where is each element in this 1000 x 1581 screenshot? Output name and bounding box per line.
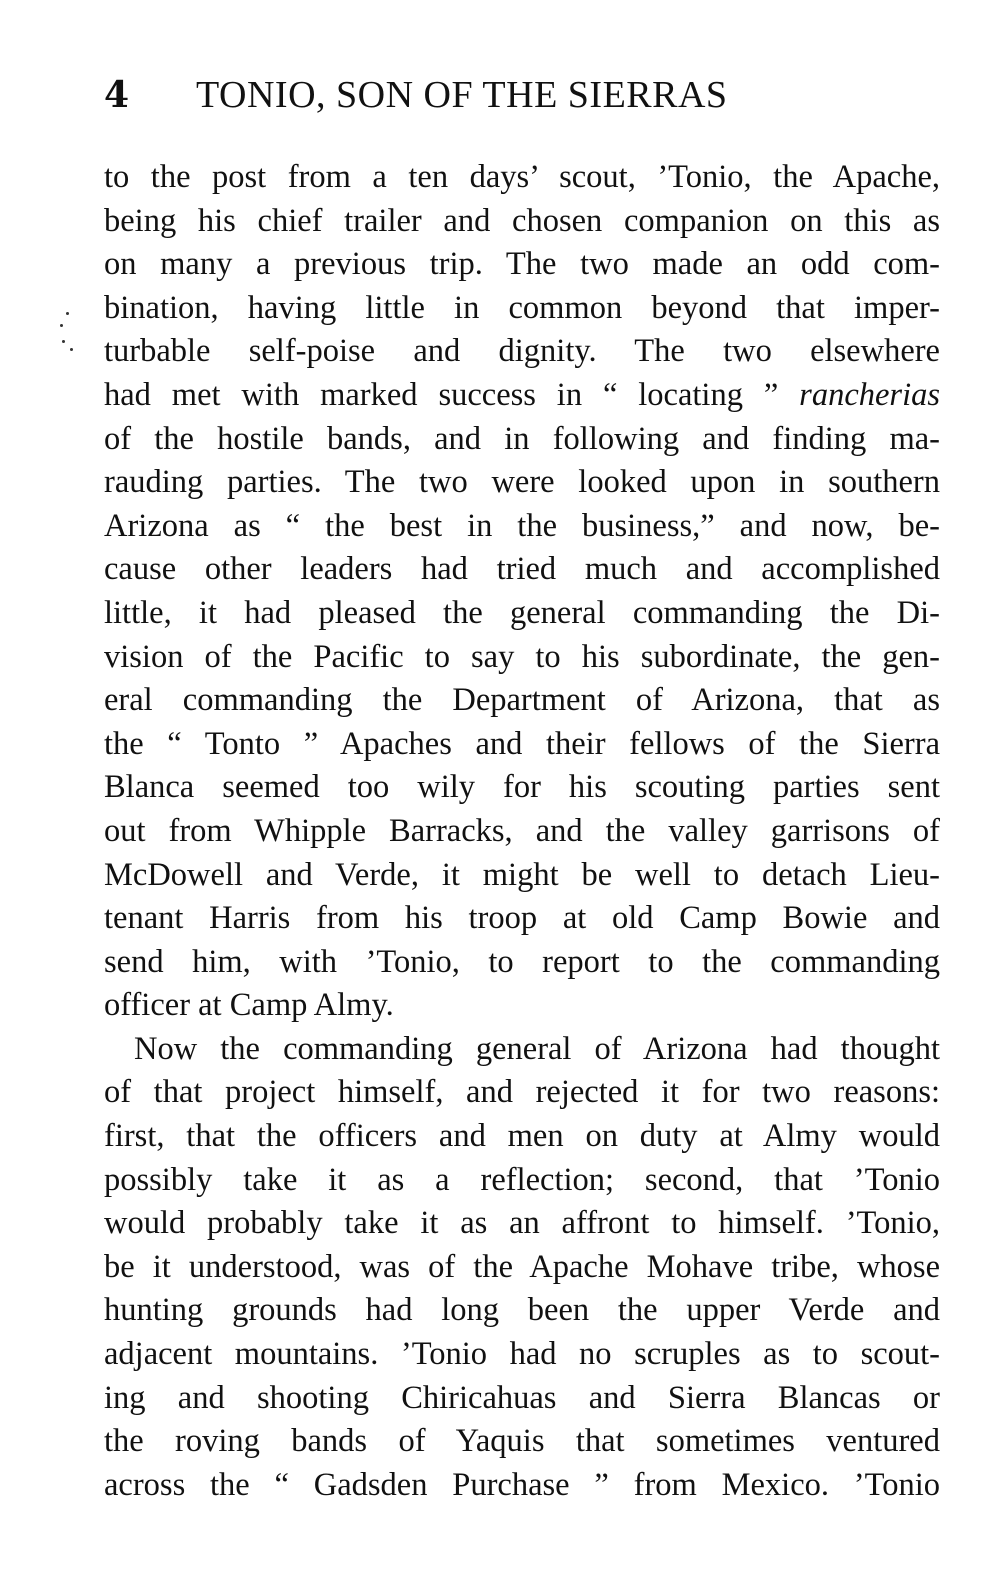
- print-speck: [60, 324, 63, 327]
- running-head: [104, 70, 944, 120]
- line-text: McDowell and Verde, it might be well to detach Lieu-: [104, 856, 940, 893]
- line-text: being his chief trailer and chosen companion on this as: [104, 202, 940, 239]
- text-line: [104, 941, 940, 985]
- text-line: [104, 636, 940, 680]
- line-text: turbable self-poise and dignity. The two elsewhere: [104, 333, 940, 370]
- body-text: [104, 156, 940, 1507]
- text-line: [104, 984, 940, 1028]
- line-text: ing and shooting Chiricahuas and Sierra Blancas or: [104, 1379, 940, 1416]
- text-line: [104, 287, 940, 331]
- text-line: [104, 1289, 940, 1333]
- text-line: [104, 1202, 940, 1246]
- text-line: [104, 548, 940, 592]
- page-number: 4: [104, 74, 130, 116]
- line-text: had met with marked success in “ locating ”: [104, 376, 800, 413]
- line-text: vision of the Pacific to say to his subordinate, the gen-: [104, 638, 940, 675]
- line-text: bination, having little in common beyond that imper-: [104, 289, 940, 326]
- line-text: of the hostile bands, and in following and finding ma-: [104, 420, 940, 457]
- italic-word: rancherias: [799, 376, 940, 413]
- line-text: possibly take it as a reflection; second, that ’Tonio: [104, 1161, 940, 1198]
- line-text: officer at Camp Almy.: [104, 987, 394, 1024]
- text-line: [104, 897, 940, 941]
- line-text: rauding parties. The two were looked upon in southern: [104, 464, 940, 501]
- text-line: [104, 1420, 940, 1464]
- line-text: Now the commanding general of Arizona had thought: [134, 1030, 940, 1067]
- line-text: cause other leaders had tried much and accomplished: [104, 551, 940, 588]
- text-line: [104, 1071, 940, 1115]
- running-title: TONIO, SON OF THE SIERRAS: [196, 74, 728, 116]
- text-line: [104, 156, 940, 200]
- text-line: [104, 505, 940, 549]
- paragraphs: [104, 156, 940, 1507]
- line-text: send him, with ’Tonio, to report to the commanding: [104, 943, 940, 980]
- text-line: [104, 854, 940, 898]
- text-line: [104, 1028, 940, 1072]
- line-text: eral commanding the Department of Arizona, that as: [104, 682, 940, 719]
- text-line: [104, 592, 940, 636]
- line-text: on many a previous trip. The two made an odd com-: [104, 246, 940, 283]
- line-text: adjacent mountains. ’Tonio had no scruples as to scout-: [104, 1336, 940, 1373]
- print-speck: [62, 340, 65, 343]
- line-text: out from Whipple Barracks, and the valley garrisons of: [104, 812, 940, 849]
- text-line: [104, 1159, 940, 1203]
- line-text: be it understood, was of the Apache Mohave tribe, whose: [104, 1248, 940, 1285]
- line-text: the “ Tonto ” Apaches and their fellows of the Sierra: [104, 725, 940, 762]
- line-text: Blanca seemed too wily for his scouting parties sent: [104, 769, 940, 806]
- line-text: of that project himself, and rejected it for two reasons:: [104, 1074, 940, 1111]
- text-line: [104, 810, 940, 854]
- line-text: little, it had pleased the general commanding the Di-: [104, 594, 940, 631]
- text-line: [104, 374, 940, 418]
- text-line: [104, 1377, 940, 1421]
- text-line: [104, 330, 940, 374]
- text-line: [104, 461, 940, 505]
- text-line: [104, 200, 940, 244]
- text-line: [104, 1464, 940, 1508]
- line-text: first, that the officers and men on duty at Almy would: [104, 1118, 940, 1155]
- text-line: [104, 1115, 940, 1159]
- line-text: to the post from a ten days’ scout, ’Tonio, the Apache,: [104, 159, 940, 195]
- line-text: hunting grounds had long been the upper Verde and: [104, 1292, 940, 1329]
- text-line: [104, 679, 940, 723]
- line-text: across the “ Gadsden Purchase ” from Mexico. ’Tonio: [104, 1466, 940, 1503]
- print-speck: [70, 348, 73, 351]
- print-speck: [66, 312, 69, 315]
- line-text: would probably take it as an affront to himself. ’Tonio,: [104, 1205, 940, 1242]
- text-line: [104, 1333, 940, 1377]
- text-line: [104, 1246, 940, 1290]
- line-text: the roving bands of Yaquis that sometimes ventured: [104, 1423, 940, 1460]
- text-line: [104, 723, 940, 767]
- text-line: [104, 418, 940, 462]
- line-text: tenant Harris from his troop at old Camp Bowie and: [104, 900, 940, 937]
- text-line: [104, 766, 940, 810]
- text-line: [104, 243, 940, 287]
- line-text: Arizona as “ the best in the business,” and now, be-: [104, 507, 940, 544]
